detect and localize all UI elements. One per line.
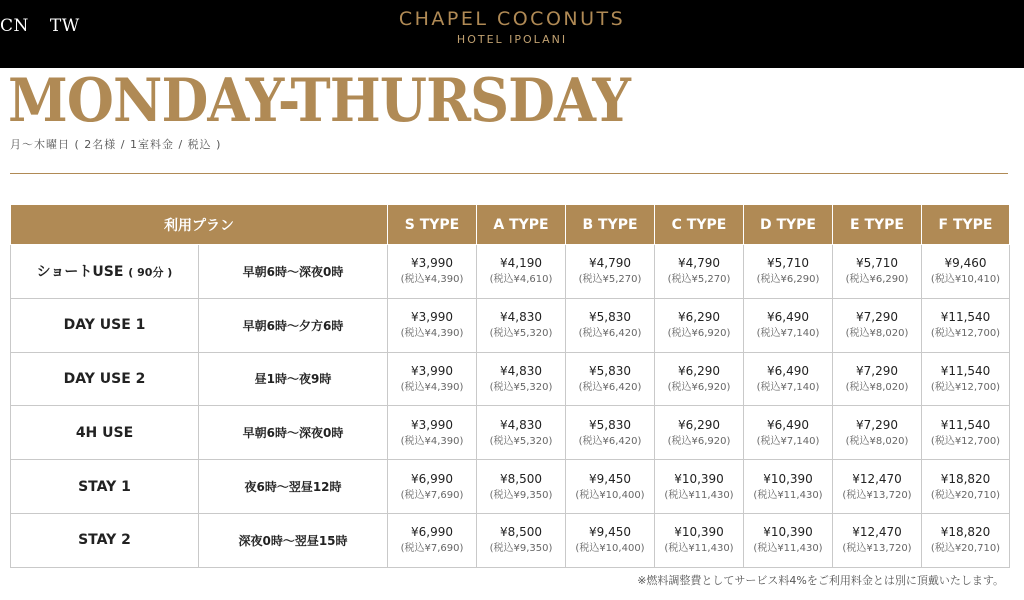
price-table bbox=[10, 204, 1010, 568]
brand-logo[interactable] bbox=[0, 8, 1024, 46]
price-cell bbox=[566, 460, 655, 514]
price-amount: ¥3,990 bbox=[411, 310, 453, 325]
price-amount: ¥12,470 bbox=[852, 525, 902, 540]
price-amount: ¥9,450 bbox=[589, 471, 631, 486]
plan-hours: 早朝6時～夕方6時 bbox=[199, 298, 388, 352]
price-cell bbox=[922, 406, 1010, 460]
lang-link-cn[interactable]: CN bbox=[0, 16, 29, 36]
table-row bbox=[11, 245, 1010, 299]
price-tax-included: (税込¥6,920) bbox=[667, 435, 731, 447]
type-header-f: F TYPE bbox=[922, 205, 1010, 245]
price-amount: ¥4,790 bbox=[589, 256, 631, 271]
plan-name-cell bbox=[11, 513, 199, 567]
plan-name-cell bbox=[11, 298, 199, 352]
price-amount: ¥3,990 bbox=[411, 417, 453, 432]
price-tax-included: (税込¥6,420) bbox=[578, 435, 642, 447]
price-amount: ¥6,290 bbox=[678, 417, 720, 432]
plan-name: ショートUSE bbox=[36, 264, 124, 281]
price-tax-included: (税込¥7,140) bbox=[756, 435, 820, 447]
brand-name: CHAPEL COCONUTS bbox=[398, 8, 626, 30]
price-tax-included: (税込¥5,320) bbox=[489, 381, 553, 393]
page-subtitle: 月～木曜日 ( 2名様 / 1室料金 / 税込 ) bbox=[10, 138, 222, 151]
price-tax-included: (税込¥4,390) bbox=[400, 435, 464, 447]
lang-link-tw[interactable]: TW bbox=[49, 16, 80, 36]
price-tax-included: (税込¥13,720) bbox=[842, 543, 912, 555]
price-cell bbox=[922, 352, 1010, 406]
type-header-d: D TYPE bbox=[744, 205, 833, 245]
table-row bbox=[11, 406, 1010, 460]
price-tax-included: (税込¥4,390) bbox=[400, 274, 464, 286]
plan-name: DAY USE 2 bbox=[63, 370, 146, 387]
price-cell bbox=[744, 298, 833, 352]
price-cell bbox=[655, 460, 744, 514]
price-amount: ¥10,390 bbox=[674, 471, 724, 486]
price-cell bbox=[655, 298, 744, 352]
price-tax-included: (税込¥11,430) bbox=[753, 489, 823, 501]
page-title: MONDAY-THURSDAY bbox=[8, 66, 631, 136]
brand-subtitle: HOTEL IPOLANI bbox=[456, 33, 568, 46]
plan-name: 4H USE bbox=[75, 424, 134, 441]
price-cell bbox=[388, 513, 477, 567]
price-tax-included: (税込¥6,920) bbox=[667, 381, 731, 393]
price-tax-included: (税込¥9,350) bbox=[489, 543, 553, 555]
price-amount: ¥4,830 bbox=[500, 417, 542, 432]
table-row bbox=[11, 460, 1010, 514]
price-tax-included: (税込¥7,690) bbox=[400, 543, 464, 555]
price-tax-included: (税込¥11,430) bbox=[753, 543, 823, 555]
price-tax-included: (税込¥5,320) bbox=[489, 435, 553, 447]
price-tax-included: (税込¥20,710) bbox=[930, 489, 1001, 501]
price-tax-included: (税込¥4,610) bbox=[489, 274, 553, 286]
price-cell bbox=[566, 245, 655, 299]
price-amount: ¥6,290 bbox=[678, 363, 720, 378]
price-cell bbox=[922, 460, 1010, 514]
plan-hours: 昼1時～夜9時 bbox=[199, 352, 388, 406]
price-tax-included: (税込¥6,920) bbox=[667, 328, 731, 340]
price-cell bbox=[655, 406, 744, 460]
price-amount: ¥6,990 bbox=[411, 471, 453, 486]
price-amount: ¥6,490 bbox=[767, 363, 809, 378]
price-tax-included: (税込¥7,140) bbox=[756, 381, 820, 393]
plan-name-cell bbox=[11, 406, 199, 460]
price-cell bbox=[922, 513, 1010, 567]
price-amount: ¥9,450 bbox=[589, 525, 631, 540]
price-cell bbox=[744, 513, 833, 567]
table-row bbox=[11, 298, 1010, 352]
price-tax-included: (税込¥9,350) bbox=[489, 489, 553, 501]
plan-name: STAY 1 bbox=[78, 478, 131, 495]
price-cell bbox=[477, 352, 566, 406]
table-row bbox=[11, 352, 1010, 406]
price-cell bbox=[566, 406, 655, 460]
surcharge-footnote: ※燃料調整費としてサービス料4%をご利用料金とは別に頂戴いたします。 bbox=[637, 574, 1004, 587]
price-cell bbox=[833, 513, 922, 567]
price-amount: ¥7,290 bbox=[856, 417, 898, 432]
price-amount: ¥18,820 bbox=[940, 525, 991, 540]
price-cell bbox=[655, 352, 744, 406]
price-cell bbox=[922, 245, 1010, 299]
price-tax-included: (税込¥11,430) bbox=[664, 489, 734, 501]
price-tax-included: (税込¥8,020) bbox=[845, 381, 909, 393]
price-cell bbox=[477, 298, 566, 352]
type-header-e: E TYPE bbox=[833, 205, 922, 245]
price-amount: ¥12,470 bbox=[852, 471, 902, 486]
price-amount: ¥5,830 bbox=[589, 310, 631, 325]
price-amount: ¥3,990 bbox=[411, 363, 453, 378]
price-amount: ¥8,500 bbox=[500, 471, 542, 486]
price-cell bbox=[922, 298, 1010, 352]
price-tax-included: (税込¥10,400) bbox=[575, 489, 645, 501]
price-tax-included: (税込¥12,700) bbox=[930, 381, 1001, 393]
price-amount: ¥5,830 bbox=[589, 363, 631, 378]
plan-name-cell bbox=[11, 460, 199, 514]
price-cell bbox=[477, 513, 566, 567]
price-table-body bbox=[11, 245, 1010, 568]
price-amount: ¥9,460 bbox=[944, 256, 987, 271]
price-amount: ¥18,820 bbox=[940, 471, 991, 486]
price-amount: ¥10,390 bbox=[763, 471, 813, 486]
price-cell bbox=[388, 245, 477, 299]
price-amount: ¥4,830 bbox=[500, 310, 542, 325]
price-amount: ¥6,490 bbox=[767, 310, 809, 325]
price-cell bbox=[388, 352, 477, 406]
price-cell bbox=[833, 460, 922, 514]
price-amount: ¥11,540 bbox=[940, 363, 991, 378]
price-cell bbox=[744, 245, 833, 299]
price-cell bbox=[833, 352, 922, 406]
price-tax-included: (税込¥6,420) bbox=[578, 328, 642, 340]
price-tax-included: (税込¥6,290) bbox=[756, 274, 820, 286]
price-tax-included: (税込¥4,390) bbox=[400, 381, 464, 393]
price-amount: ¥7,290 bbox=[856, 363, 898, 378]
plan-column-header: 利用プラン bbox=[11, 205, 388, 245]
price-amount: ¥4,830 bbox=[500, 363, 542, 378]
price-amount: ¥5,710 bbox=[856, 256, 898, 271]
price-amount: ¥10,390 bbox=[674, 525, 724, 540]
price-cell bbox=[566, 298, 655, 352]
price-amount: ¥6,290 bbox=[678, 310, 720, 325]
price-tax-included: (税込¥6,290) bbox=[845, 274, 909, 286]
price-tax-included: (税込¥6,420) bbox=[578, 381, 642, 393]
price-tax-included: (税込¥4,390) bbox=[400, 328, 464, 340]
price-cell bbox=[566, 513, 655, 567]
price-tax-included: (税込¥20,710) bbox=[930, 543, 1001, 555]
plan-name: STAY 2 bbox=[78, 532, 131, 549]
price-cell bbox=[477, 245, 566, 299]
price-amount: ¥5,710 bbox=[767, 256, 809, 271]
price-cell bbox=[477, 460, 566, 514]
price-amount: ¥8,500 bbox=[500, 525, 542, 540]
price-tax-included: (税込¥5,320) bbox=[489, 328, 553, 340]
price-tax-included: (税込¥7,690) bbox=[400, 489, 464, 501]
price-tax-included: (税込¥8,020) bbox=[845, 435, 909, 447]
price-cell bbox=[744, 406, 833, 460]
price-cell bbox=[833, 298, 922, 352]
price-tax-included: (税込¥10,410) bbox=[930, 274, 1001, 286]
price-cell bbox=[388, 460, 477, 514]
price-amount: ¥6,990 bbox=[411, 525, 453, 540]
price-amount: ¥10,390 bbox=[763, 525, 813, 540]
price-cell bbox=[744, 352, 833, 406]
plan-name-cell bbox=[11, 245, 199, 299]
price-amount: ¥4,790 bbox=[678, 256, 720, 271]
price-tax-included: (税込¥12,700) bbox=[930, 435, 1001, 447]
type-header-b: B TYPE bbox=[566, 205, 655, 245]
price-tax-included: (税込¥5,270) bbox=[667, 274, 731, 286]
price-cell bbox=[655, 245, 744, 299]
plan-hours: 早朝6時～深夜0時 bbox=[199, 406, 388, 460]
plan-duration-note: ( 90分 ) bbox=[128, 266, 173, 280]
price-cell bbox=[744, 460, 833, 514]
price-tax-included: (税込¥11,430) bbox=[664, 543, 734, 555]
price-cell bbox=[655, 513, 744, 567]
price-amount: ¥3,990 bbox=[411, 256, 453, 271]
plan-hours: 夜6時～翌昼12時 bbox=[199, 460, 388, 514]
price-tax-included: (税込¥13,720) bbox=[842, 489, 912, 501]
table-row bbox=[11, 513, 1010, 567]
type-header-a: A TYPE bbox=[477, 205, 566, 245]
price-tax-included: (税込¥10,400) bbox=[575, 543, 645, 555]
top-bar bbox=[0, 0, 1024, 68]
price-cell bbox=[477, 406, 566, 460]
price-cell bbox=[388, 406, 477, 460]
price-amount: ¥5,830 bbox=[589, 417, 631, 432]
price-tax-included: (税込¥5,270) bbox=[578, 274, 642, 286]
price-amount: ¥6,490 bbox=[767, 417, 809, 432]
price-cell bbox=[566, 352, 655, 406]
divider bbox=[10, 173, 1008, 174]
price-cell bbox=[833, 245, 922, 299]
plan-name: DAY USE 1 bbox=[63, 317, 146, 334]
price-tax-included: (税込¥8,020) bbox=[845, 328, 909, 340]
plan-hours: 深夜0時～翌昼15時 bbox=[199, 513, 388, 567]
plan-name-cell bbox=[11, 352, 199, 406]
price-amount: ¥7,290 bbox=[856, 310, 898, 325]
price-cell bbox=[388, 298, 477, 352]
plan-hours: 早朝6時～深夜0時 bbox=[199, 245, 388, 299]
price-tax-included: (税込¥7,140) bbox=[756, 328, 820, 340]
table-header-row bbox=[11, 205, 1010, 245]
price-tax-included: (税込¥12,700) bbox=[930, 328, 1001, 340]
type-header-c: C TYPE bbox=[655, 205, 744, 245]
price-cell bbox=[833, 406, 922, 460]
price-amount: ¥11,540 bbox=[940, 417, 991, 432]
price-amount: ¥4,190 bbox=[500, 256, 542, 271]
price-amount: ¥11,540 bbox=[940, 310, 991, 325]
type-header-s: S TYPE bbox=[388, 205, 477, 245]
